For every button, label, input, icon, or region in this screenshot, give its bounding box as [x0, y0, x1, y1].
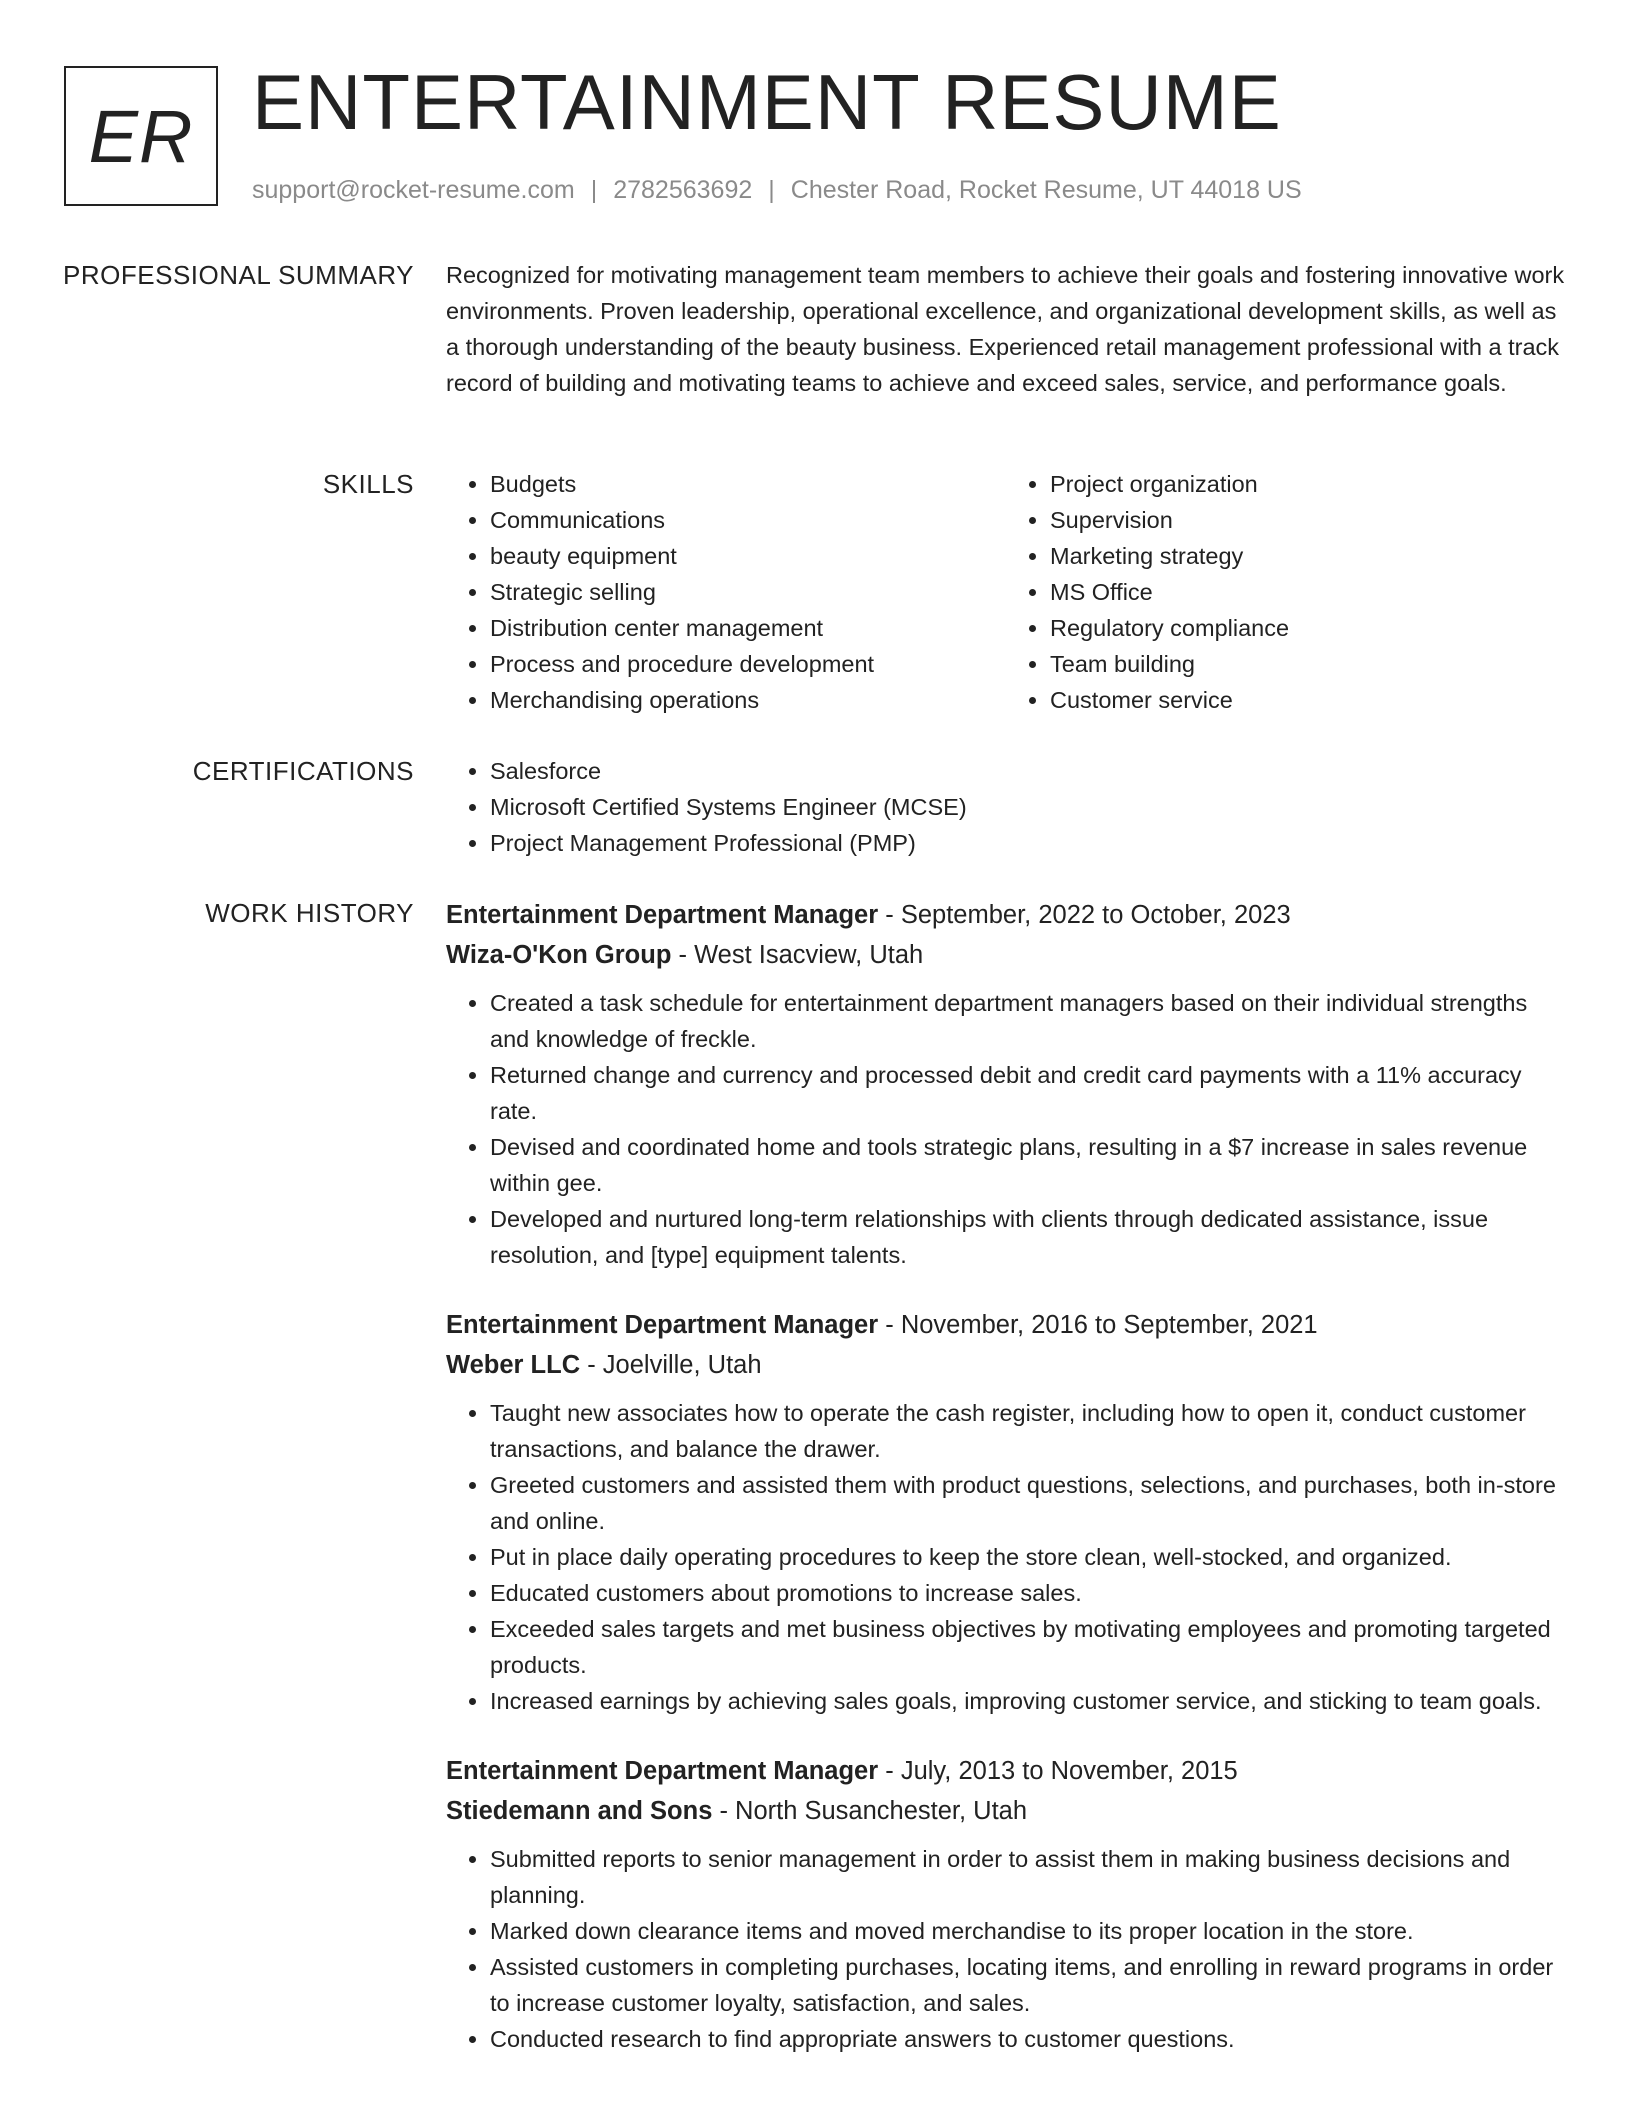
job-bullet: • Marked down clearance items and moved merchandise to its proper location in the store.: [490, 1913, 1566, 1949]
skill-item: • Budgets: [490, 466, 1006, 502]
skills-list-left: [446, 466, 1006, 718]
skill-item: • Distribution center management: [490, 610, 1006, 646]
skill-item: • beauty equipment: [490, 538, 1006, 574]
job-bullet: • Conducted research to find appropriate answers to customer questions.: [490, 2021, 1566, 2057]
job-company: Stiedemann and Sons: [446, 1797, 713, 1825]
job-title: Entertainment Department Manager: [446, 1311, 879, 1339]
section-body: [446, 895, 1566, 2057]
job-company: Wiza-O'Kon Group: [446, 941, 672, 969]
contact-address: Chester Road, Rocket Resume, UT 44018 US: [790, 176, 1302, 204]
contact-separator: |: [590, 176, 598, 204]
job-bullet: • Put in place daily operating procedures to keep the store clean, well-stocked, and organized.: [490, 1539, 1566, 1575]
job-company-line: [446, 1791, 1566, 1831]
skill-item: • Strategic selling: [490, 574, 1006, 610]
job-location: - Joelville, Utah: [580, 1351, 762, 1379]
job-bullets: [446, 985, 1566, 1273]
section-label: SKILLS: [322, 469, 414, 499]
job-entry: [446, 895, 1566, 1273]
job-dates: - September, 2022 to October, 2023: [878, 901, 1291, 929]
job-location: - West Isacview, Utah: [671, 941, 924, 969]
section-label: CERTIFICATIONS: [192, 756, 414, 786]
section-label: WORK HISTORY: [205, 898, 414, 928]
monogram-badge: ER: [64, 66, 218, 206]
job-company-line: [446, 1345, 1566, 1385]
job-title-line: [446, 1751, 1566, 1791]
contact-phone: 2782563692: [613, 176, 753, 204]
skill-item: • Process and procedure development: [490, 646, 1006, 682]
job-bullet: • Submitted reports to senior management in order to assist them in making business decisions and planning.: [490, 1841, 1566, 1913]
job-dates: - November, 2016 to September, 2021: [878, 1311, 1318, 1339]
section-body: [446, 257, 1566, 401]
job-title: Entertainment Department Manager: [446, 1757, 879, 1785]
certification-item: • Microsoft Certified Systems Engineer (MCSE): [490, 789, 1566, 825]
job-title-line: [446, 895, 1566, 935]
job-title: Entertainment Department Manager: [446, 901, 879, 929]
job-bullet: • Taught new associates how to operate the cash register, including how to open it, conduct customer transactions, and balance the drawer.: [490, 1395, 1566, 1467]
contact-separator: |: [768, 176, 775, 204]
certification-item: • Project Management Professional (PMP): [490, 825, 1566, 861]
job-title-line: [446, 1305, 1566, 1345]
contact-email: support@rocket-resume.com: [252, 176, 575, 204]
certifications-list: [446, 753, 1566, 861]
job-dates: - July, 2013 to November, 2015: [878, 1757, 1238, 1785]
skill-item: • Customer service: [1050, 682, 1566, 718]
skills-list-right: [1006, 466, 1566, 718]
job-bullet: • Exceeded sales targets and met business objectives by motivating employees and promoting targeted products.: [490, 1611, 1566, 1683]
job-bullets: [446, 1395, 1566, 1719]
job-bullet: • Assisted customers in completing purchases, locating items, and enrolling in reward programs in order to increase customer loyalty, satisfaction, and sales.: [490, 1949, 1566, 2021]
job-bullet: • Returned change and currency and processed debit and credit card payments with a 11% accuracy rate.: [490, 1057, 1566, 1129]
job-entry: [446, 1305, 1566, 1719]
section-body: [446, 753, 1566, 861]
certification-item: • Salesforce: [490, 753, 1566, 789]
skill-item: • Regulatory compliance: [1050, 610, 1566, 646]
skills-columns: [446, 466, 1566, 718]
job-entry: [446, 1751, 1566, 2057]
section-label: PROFESSIONAL SUMMARY: [63, 260, 414, 290]
skill-item: • Merchandising operations: [490, 682, 1006, 718]
job-bullet: • Greeted customers and assisted them with product questions, selections, and purchases, both in-store and online.: [490, 1467, 1566, 1539]
skill-item: • Team building: [1050, 646, 1566, 682]
skill-item: • Supervision: [1050, 502, 1566, 538]
skill-item: • MS Office: [1050, 574, 1566, 610]
resume-title: ENTERTAINMENT RESUME: [252, 58, 1282, 146]
job-bullet: • Devised and coordinated home and tools strategic plans, resulting in a $7 increase in sales revenue within gee.: [490, 1129, 1566, 1201]
job-location: - North Susanchester, Utah: [712, 1797, 1028, 1825]
skill-item: • Project organization: [1050, 466, 1566, 502]
job-bullet: • Developed and nurtured long-term relationships with clients through dedicated assistance, issue resolution, and [type] equipment talents.: [490, 1201, 1566, 1273]
job-bullet: • Educated customers about promotions to increase sales.: [490, 1575, 1566, 1611]
skill-item: • Marketing strategy: [1050, 538, 1566, 574]
summary-text: Recognized for motivating management team members to achieve their goals and fostering innovative work environments. Proven leadership, operational excellence, and organizational development skills, as well as a thorough understanding of the beauty business. Experienced retail management professional with a track record of building and motivating teams to achieve and exceed sales, service, and performance goals.: [446, 262, 1565, 396]
job-company-line: [446, 935, 1566, 975]
job-bullets: [446, 1841, 1566, 2057]
skill-item: • Communications: [490, 502, 1006, 538]
contact-line: [252, 172, 1302, 208]
job-company: Weber LLC: [446, 1351, 581, 1379]
job-bullet: • Increased earnings by achieving sales goals, improving customer service, and sticking to team goals.: [490, 1683, 1566, 1719]
job-bullet: • Created a task schedule for entertainment department managers based on their individual strengths and knowledge of freckle.: [490, 985, 1566, 1057]
